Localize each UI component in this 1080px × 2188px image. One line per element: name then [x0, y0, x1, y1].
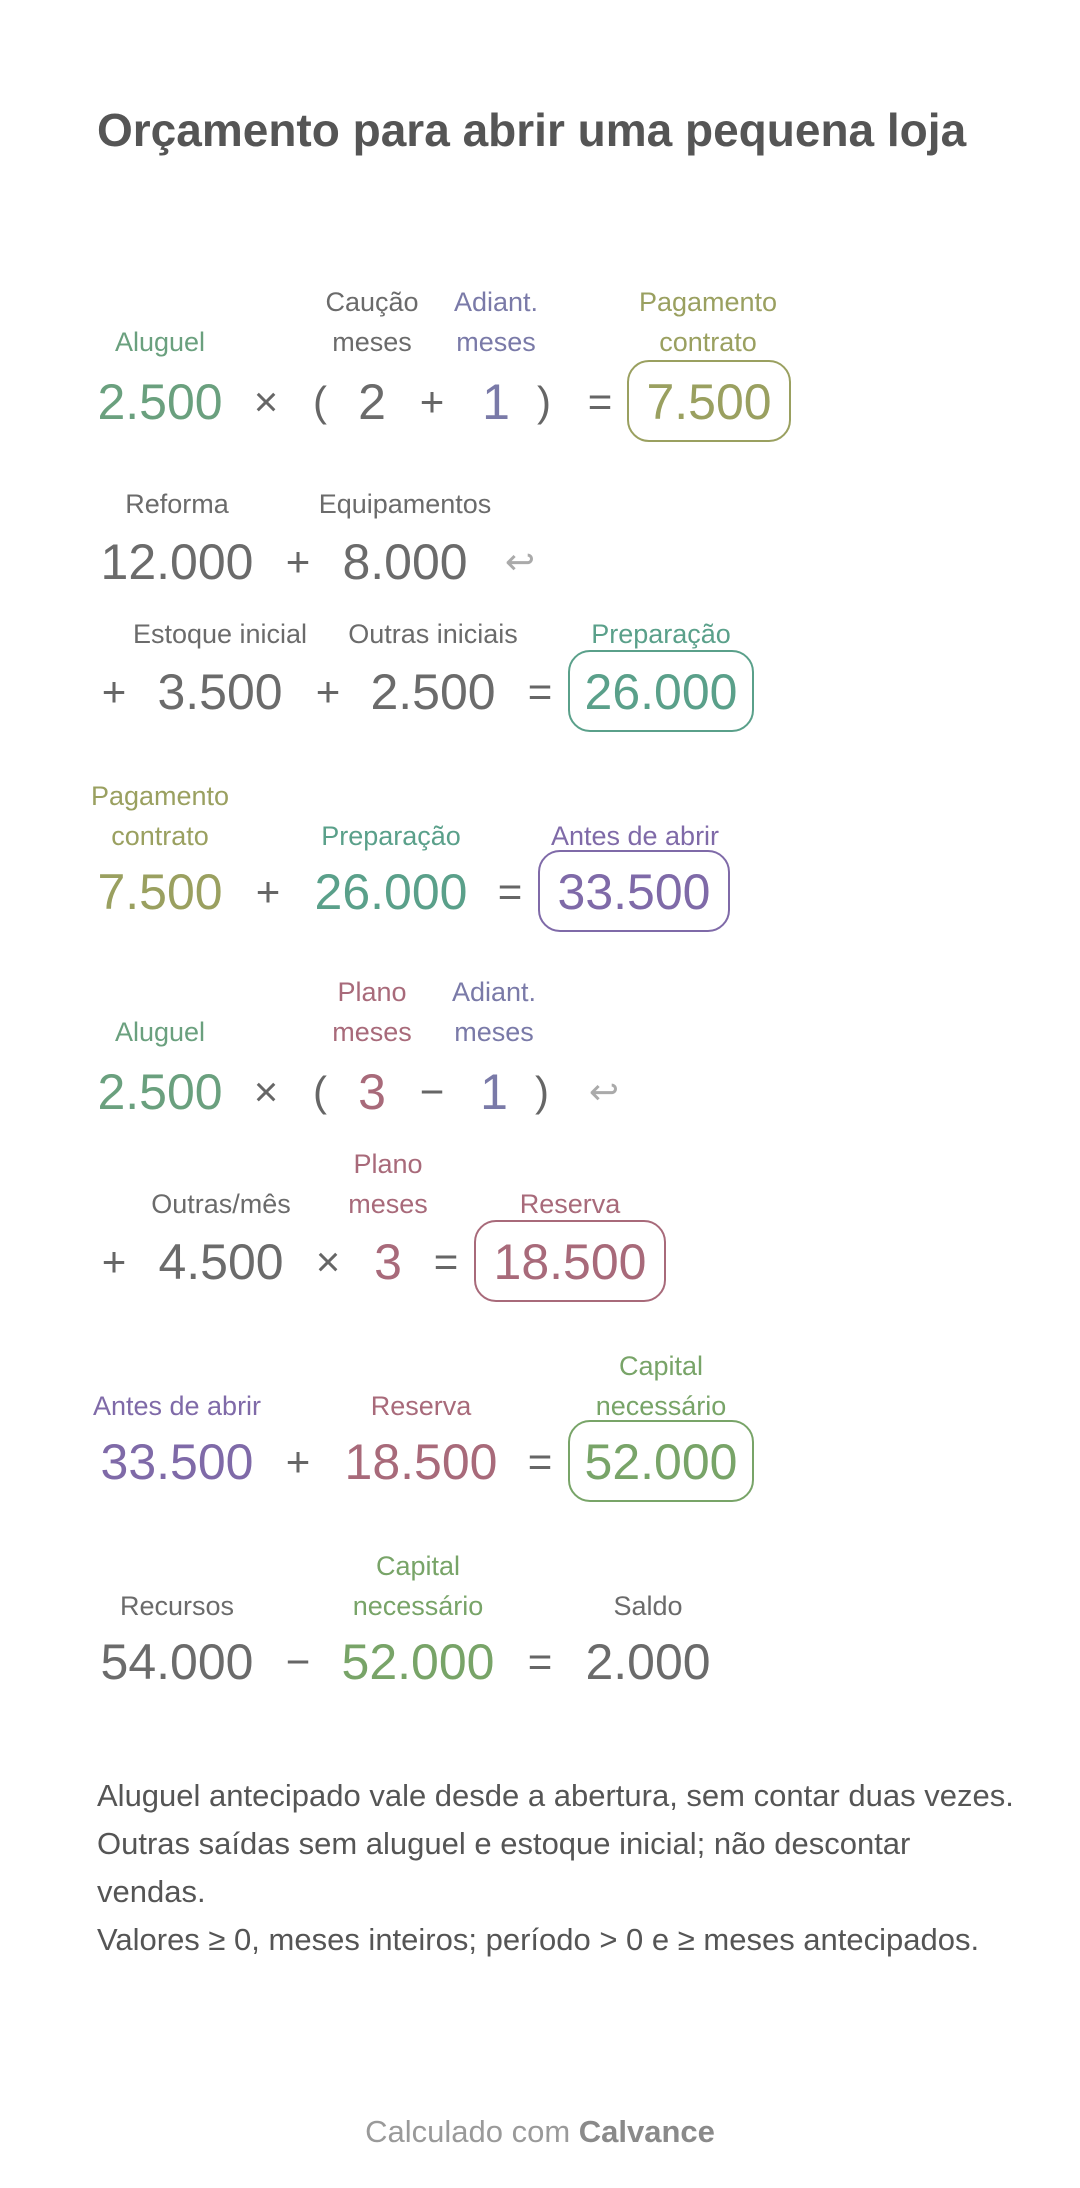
op-plus: +	[315, 668, 341, 715]
op-plus: +	[101, 668, 127, 715]
op-minus: −	[419, 1068, 445, 1115]
op-equals: =	[527, 1638, 553, 1685]
op-minus: −	[285, 1638, 311, 1685]
value-renovation[interactable]: 12.000	[100, 534, 254, 590]
op-equals: =	[527, 1438, 553, 1485]
notes	[97, 1772, 1017, 1964]
op-close-paren: )	[537, 378, 551, 425]
footer	[0, 2110, 1080, 2154]
op-equals: =	[587, 378, 613, 425]
label-resources: Recursos	[119, 1591, 235, 1621]
label-plan-months: Plano meses	[332, 977, 412, 1047]
value-resources[interactable]: 54.000	[100, 1634, 254, 1690]
value-reserve: 18.500	[344, 1434, 498, 1490]
result-preparation: 26.000	[584, 664, 738, 720]
continue-icon: ↩	[588, 1071, 620, 1112]
result-required-capital: 52.000	[584, 1434, 738, 1490]
op-times: ×	[253, 1068, 279, 1115]
op-close-paren: )	[535, 1068, 549, 1115]
op-plus: +	[419, 378, 445, 425]
op-plus: +	[285, 1438, 311, 1485]
note-line: Aluguel antecipado vale desde a abertura, sem contar duas vezes.	[97, 1778, 1014, 1813]
label-preparation: Preparação	[591, 619, 731, 649]
op-plus: +	[101, 1238, 127, 1285]
label-plan-months: Plano meses	[348, 1149, 428, 1219]
op-times: ×	[315, 1238, 341, 1285]
continue-icon: ↩	[504, 541, 536, 582]
result-balance: 2.000	[585, 1634, 711, 1690]
value-preparation: 26.000	[314, 864, 468, 920]
op-equals: =	[527, 668, 553, 715]
value-advance-months[interactable]: 1	[482, 374, 510, 430]
value-rent: 2.500	[97, 1064, 223, 1120]
label-renovation: Reforma	[125, 489, 229, 519]
op-times: ×	[253, 378, 279, 425]
result-contract-payment: 7.500	[646, 374, 772, 430]
page-title: Orçamento para abrir uma pequena loja	[97, 104, 967, 156]
label-reserve: Reserva	[519, 1189, 621, 1219]
value-deposit-months[interactable]: 2	[358, 374, 386, 430]
label-before-opening: Antes de abrir	[92, 1391, 262, 1421]
op-open-paren: (	[313, 378, 327, 425]
op-plus: +	[255, 868, 281, 915]
value-equipment[interactable]: 8.000	[342, 534, 468, 590]
label-reserve: Reserva	[370, 1391, 472, 1421]
op-equals: =	[497, 868, 523, 915]
label-equipment: Equipamentos	[318, 489, 492, 519]
label-advance-months: Adiant. meses	[453, 287, 539, 357]
label-advance-months: Adiant. meses	[451, 977, 537, 1047]
label-required-capital: Capital necessário	[595, 1351, 727, 1421]
value-other-initial[interactable]: 2.500	[370, 664, 496, 720]
result-reserve: 18.500	[493, 1234, 647, 1290]
label-preparation: Preparação	[321, 821, 461, 851]
value-advance-months: 1	[480, 1064, 508, 1120]
op-open-paren: (	[313, 1068, 327, 1115]
value-plan-months[interactable]: 3	[358, 1064, 386, 1120]
value-before-opening: 33.500	[100, 1434, 254, 1490]
value-other-per-month[interactable]: 4.500	[158, 1234, 284, 1290]
op-equals: =	[433, 1238, 459, 1285]
value-required-capital: 52.000	[341, 1634, 495, 1690]
label-required-capital: Capital necessário	[352, 1551, 484, 1621]
value-initial-stock[interactable]: 3.500	[157, 664, 283, 720]
label-initial-stock: Estoque inicial	[132, 619, 308, 649]
note-line: Valores ≥ 0, meses inteiros; período > 0 e ≥ meses antecipados.	[97, 1922, 980, 1957]
footer-prefix: Calculado com	[365, 2114, 571, 2149]
label-before-opening: Antes de abrir	[550, 821, 720, 851]
footer-brand-link[interactable]: Calvance	[578, 2114, 715, 2149]
label-other-initial: Outras iniciais	[348, 619, 518, 649]
label-other-per-month: Outras/mês	[151, 1189, 291, 1219]
value-plan-months: 3	[374, 1234, 402, 1290]
label-balance: Saldo	[613, 1591, 683, 1621]
result-before-opening: 33.500	[557, 864, 711, 920]
label-deposit-months: Caução meses	[325, 287, 419, 357]
label-rent: Aluguel	[114, 327, 206, 357]
value-rent[interactable]: 2.500	[97, 374, 223, 430]
note-line: Outras saídas sem aluguel e estoque inicial; não descontar vendas.	[97, 1826, 911, 1909]
op-plus: +	[285, 538, 311, 585]
label-rent: Aluguel	[114, 1017, 206, 1047]
label-contract-payment: Pagamento contrato	[638, 287, 778, 357]
label-contract-payment: Pagamento contrato	[90, 781, 230, 851]
value-contract-payment: 7.500	[97, 864, 223, 920]
